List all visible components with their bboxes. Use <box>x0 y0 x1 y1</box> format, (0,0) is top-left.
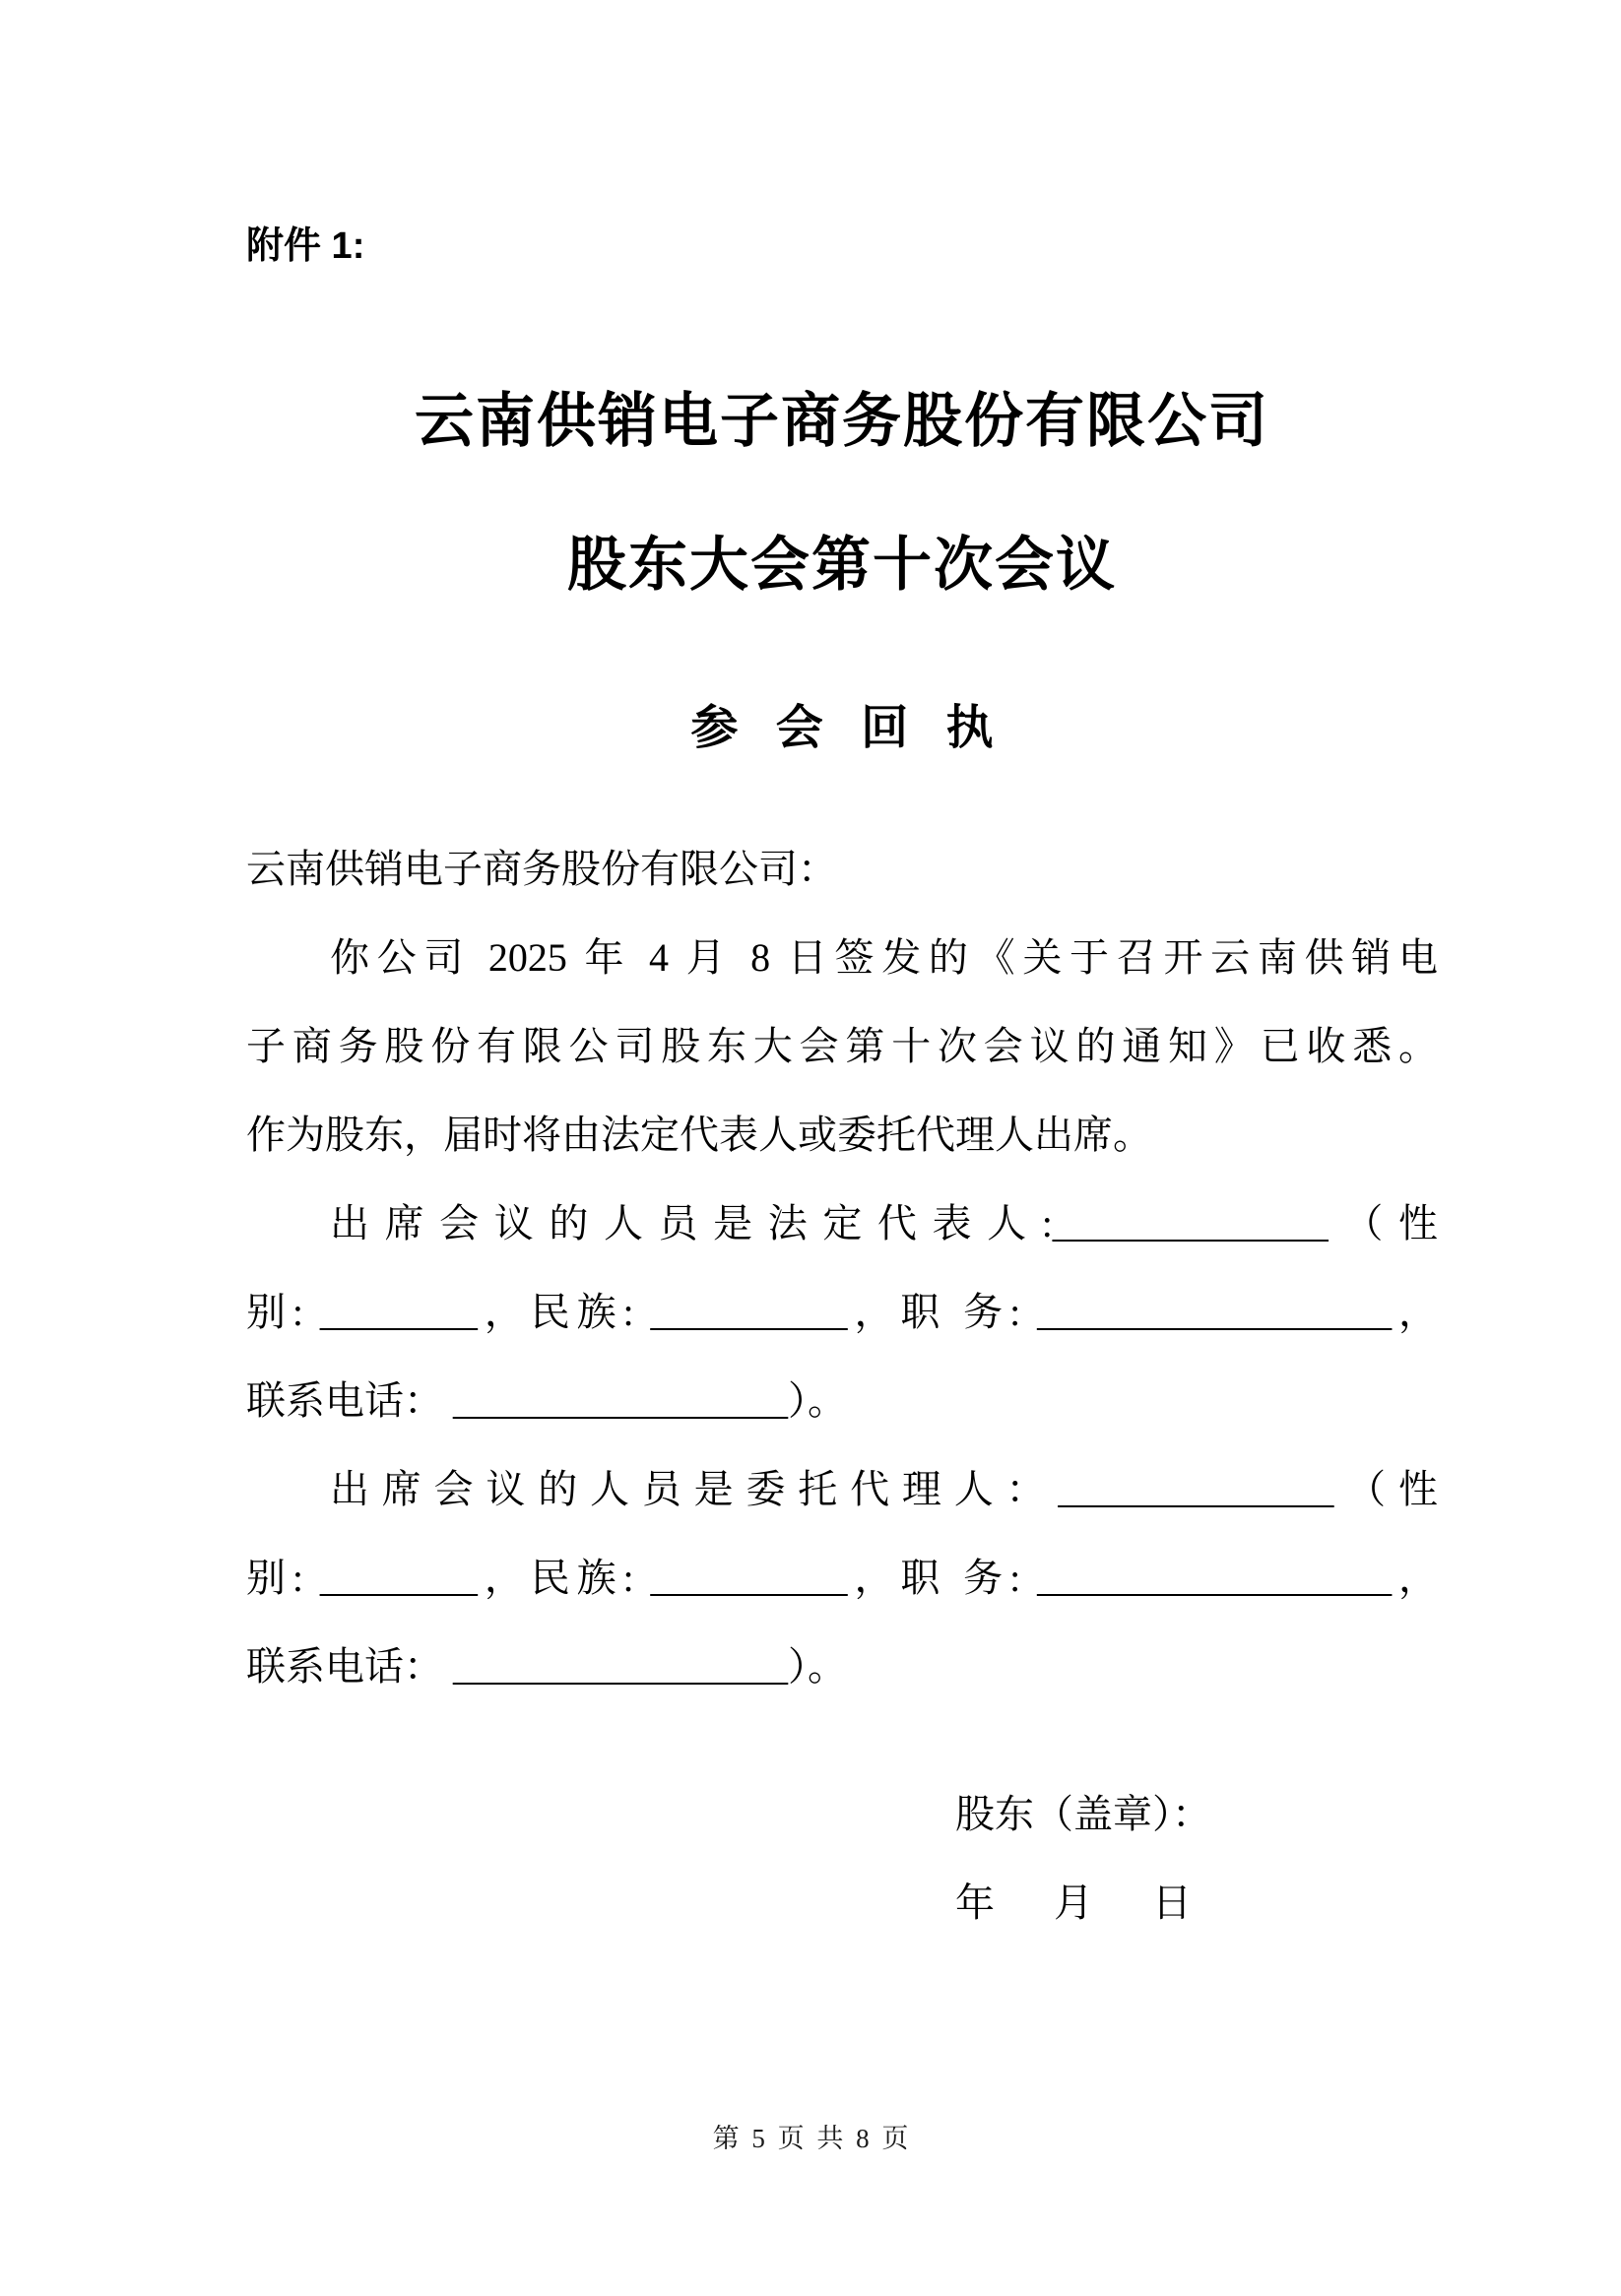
entrusted-agent-line-3: 联系电话： _________________）。 <box>246 1644 847 1689</box>
legal-representative-line-2: 别: ________，民族: __________，职 务: __________________， <box>246 1290 1438 1334</box>
notice-paragraph-line-2: 子商务股份有限公司股东大会第十次会议的通知》已收悉。 <box>246 1024 1438 1068</box>
shareholder-stamp-label: 股东（盖章）： <box>955 1792 1211 1836</box>
notice-paragraph-line-1: 你公司 2025 年 4 月 8 日签发的《关于召开云南供销电 <box>330 935 1438 980</box>
notice-paragraph-line-3: 作为股东，届时将由法定代表人或委托代理人出席。 <box>246 1113 1152 1157</box>
salutation-line: 云南供销电子商务股份有限公司： <box>246 847 837 891</box>
signature-block <box>246 1770 1438 1947</box>
attachment-label: 附件 1: <box>246 225 365 267</box>
doc-title-line2: 股东大会第十次会议 <box>567 533 1117 598</box>
legal-representative-line-1: 出席会议的人员是法定代表人:______________（性 <box>330 1201 1438 1245</box>
doc-title-line1: 云南供销电子商务股份有限公司 <box>415 389 1269 454</box>
doc-subtitle-reply-slip: 参 会 回 执 <box>690 702 994 754</box>
date-year-month-day-label: 年 月 日 <box>955 1881 1192 1925</box>
entrusted-agent-line-2: 别: ________，民族: __________，职 务: __________________， <box>246 1556 1438 1600</box>
body-text <box>246 825 1438 1711</box>
legal-representative-line-3: 联系电话： _________________）。 <box>246 1378 847 1423</box>
entrusted-agent-line-1: 出席会议的人员是委托代理人：______________（性 <box>330 1467 1438 1511</box>
page-number-footer: 第 5 页 共 8 页 <box>712 2124 909 2153</box>
